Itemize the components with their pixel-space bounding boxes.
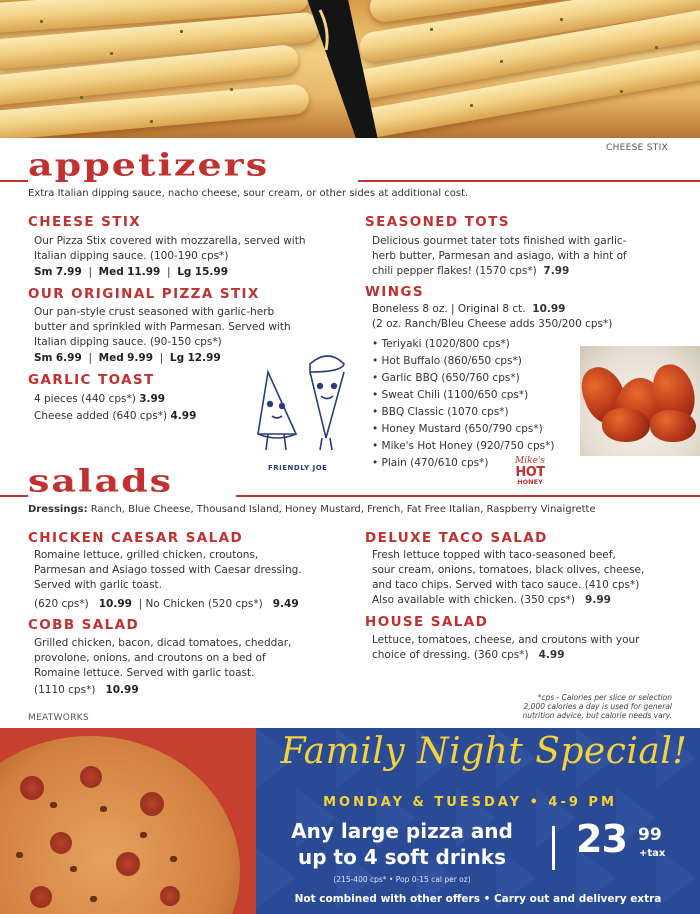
offer-price: 23 — [576, 817, 627, 861]
hero-caption: CHEESE STIX — [606, 143, 669, 153]
caesar-salad-title: CHICKEN CAESAR SALAD — [28, 530, 244, 546]
pizza-stix-title: OUR ORIGINAL PIZZA STIX — [28, 286, 260, 302]
list-item: • Honey Mustard (650/790 cps*) — [372, 421, 554, 438]
offer-price-cents: 99 — [638, 825, 662, 845]
cobb-salad-title: COBB SALAD — [28, 617, 140, 633]
salads-heading: salads — [28, 462, 174, 499]
list-item: • Sweat Chili (1100/650 cps*) — [372, 387, 554, 404]
cobb-salad-desc: Grilled chicken, bacon, dicad tomatoes, cheddar, provolone, onions, and croutons on a bed of Romaine lettuce. Served with garlic toast. — [34, 637, 292, 679]
wings-photo — [580, 346, 700, 456]
heading-rule-left — [0, 495, 28, 497]
dressings-line: Dressings: Ranch, Blue Cheese, Thousand Island, Honey Mustard, French, Fat Free Italian, Raspberry Vinaigrette — [28, 504, 596, 515]
meatworks-pizza-photo — [0, 728, 256, 914]
family-night-offer: Any large pizza and up to 4 soft drinks — [291, 819, 513, 869]
caesar-salad-desc: Romaine lettuce, grilled chicken, croutons, Parmesan and Asiago tossed with Caesar dressing. Served with garlic toast. — [34, 549, 302, 591]
appetizers-heading: appetizers — [28, 146, 270, 183]
list-item: • Plain (470/610 cps*) — [372, 455, 554, 472]
wings-title: WINGS — [365, 284, 425, 300]
list-item: • Mike's Hot Honey (920/750 cps*) — [372, 438, 554, 455]
cheese-stix-prices: Sm 7.99 | Med 11.99 | Lg 15.99 — [34, 266, 228, 278]
house-salad-desc: Lettuce, tomatoes, cheese, and croutons with your choice of dressing. (360 cps*) 4.99 — [372, 634, 640, 661]
offer-calorie-note: (215-400 cps* • Pop 0-15 cal per oz) — [333, 875, 471, 884]
calorie-footnote: *cps - Calories per slice or selection 2,000 calories a day is used for general nutrition advice, but calorie needs vary. — [522, 693, 672, 720]
meatworks-caption: MEATWORKS — [28, 713, 89, 723]
appetizers-note: Extra Italian dipping sauce, nacho cheese, sour cream, or other sides at additional cost. — [28, 188, 469, 199]
pizza-stix-prices: Sm 6.99 | Med 9.99 | Lg 12.99 — [34, 352, 221, 364]
drizzle-decoration — [300, 0, 380, 138]
seasoned-tots-title: SEASONED TOTS — [365, 214, 510, 230]
heading-rule-right — [358, 180, 700, 182]
taco-salad-title: DELUXE TACO SALAD — [365, 530, 548, 546]
mikes-hot-honey-logo: Mike's HOT HONEY — [515, 456, 545, 486]
offer-footer: Not combined with other offers • Carry out and delivery extra — [294, 893, 662, 905]
heading-rule-right — [236, 495, 700, 497]
list-item: • Teriyaki (1020/800 cps*) — [372, 336, 554, 353]
list-item: • BBQ Classic (1070 cps*) — [372, 404, 554, 421]
offer-divider — [552, 826, 555, 870]
cheese-stix-desc: Our Pizza Stix covered with mozzarella, served with Italian dipping sauce. (100-190 cps*) — [34, 235, 306, 262]
friendly-joe-mascot — [250, 342, 350, 462]
pizza-stix-desc: Our pan-style crust seasoned with garlic-herb butter and sprinkled with Parmesan. Served with Italian dipping sauce. (90-150 cps*) — [34, 306, 291, 348]
mascot-caption: FRIENDLY JOE — [268, 464, 328, 472]
cheese-stix-title: CHEESE STIX — [28, 214, 142, 230]
seasoned-tots-desc: Delicious gourmet tater tots finished with garlic- herb butter, Parmesan and asiago, with a hint of chili pepper flakes! (1570 cps*) 7.99 — [372, 235, 627, 277]
wings-options: Boneless 8 oz. | Original 8 ct. 10.99 (2 oz. Ranch/Bleu Cheese adds 350/200 cps*) — [372, 303, 613, 330]
hero-cheese-stix-photo — [0, 0, 700, 138]
garlic-toast-title: GARLIC TOAST — [28, 372, 155, 388]
heading-rule-left — [0, 180, 28, 182]
family-night-days: MONDAY & TUESDAY • 4-9 PM — [323, 795, 617, 810]
list-item: • Garlic BBQ (650/760 cps*) — [372, 370, 554, 387]
cobb-salad-price: (1110 cps*) 10.99 — [34, 684, 139, 696]
wing-flavor-list — [372, 336, 554, 472]
garlic-toast-prices: 4 pieces (440 cps*) 3.99 Cheese added (640 cps*) 4.99 — [34, 393, 197, 422]
taco-salad-desc: Fresh lettuce topped with taco-seasoned beef, sour cream, onions, tomatoes, black olives, cheese, and taco chips. Served with taco sauce. (410 cps*) Also available with chicken. (350 cps*) 9.99 — [372, 549, 645, 606]
family-night-title: Family Night Special! — [280, 731, 688, 772]
list-item: • Hot Buffalo (860/650 cps*) — [372, 353, 554, 370]
caesar-salad-prices: (620 cps*) 10.99 | No Chicken (520 cps*) 9.49 — [34, 598, 299, 610]
offer-tax-label: +tax — [639, 848, 666, 859]
house-salad-title: HOUSE SALAD — [365, 614, 489, 630]
